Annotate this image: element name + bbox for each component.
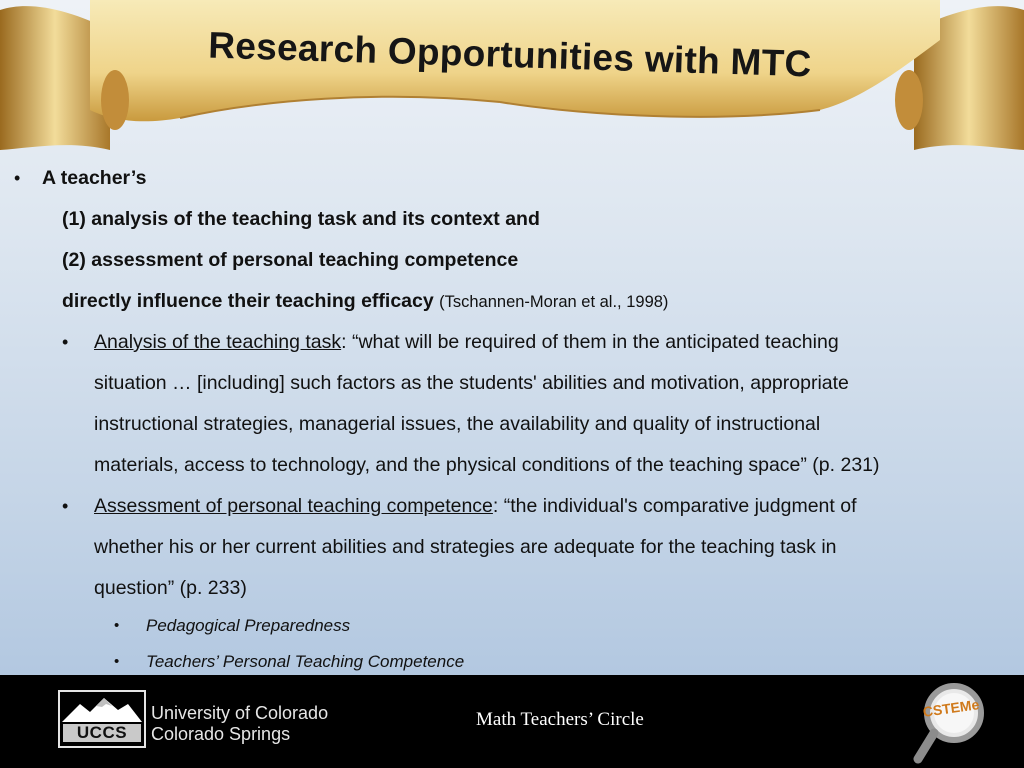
analysis-line-4: materials, access to technology, and the physical conditions of the teaching space” (p. 231) [94, 454, 880, 476]
cstem-logo-text: CSTEMe [921, 696, 981, 720]
uccs-abbr: UCCS [63, 724, 141, 742]
sub-bullet-preparedness: Pedagogical Preparedness [146, 616, 351, 635]
efficacy-text: directly influence their teaching efficacy [62, 290, 434, 312]
bullet-marker: • [62, 496, 69, 516]
analysis-text: : “what will be required of them in the anticipated teaching [341, 331, 839, 353]
main-bullet-text: A teacher’s [42, 167, 147, 189]
assessment-text: : “the individual's comparative judgment of [492, 495, 857, 517]
bullet-marker: • [114, 653, 120, 670]
analysis-line-3: instructional strategies, managerial issues, the availability and quality of instructional [94, 413, 821, 435]
efficacy-line [62, 289, 668, 314]
uccs-logo [58, 690, 146, 748]
bullet-marker: • [114, 617, 120, 634]
analysis-term: Analysis of the teaching task [94, 331, 342, 353]
assessment-line-1 [94, 494, 856, 518]
citation: (Tschannen-Moran et al., 1998) [439, 293, 669, 311]
bullet-marker: • [62, 332, 69, 352]
analysis-line-2: situation … [including] such factors as the students' abilities and motivation, appropriate [94, 372, 849, 394]
sub-item-assessment: (2) assessment of personal teaching competence [62, 249, 519, 271]
slide-title: Research Opportunities with MTC [207, 24, 813, 85]
assessment-line-2: whether his or her current abilities and strategies are adequate for the teaching task in [94, 536, 837, 558]
assessment-term: Assessment of personal teaching competence [94, 495, 493, 517]
analysis-line-1 [94, 330, 839, 354]
sub-bullet-competence: Teachers’ Personal Teaching Competence [146, 652, 465, 671]
sub-item-analysis: (1) analysis of the teaching task and its context and [62, 208, 540, 230]
assessment-line-3: question” (p. 233) [94, 577, 247, 599]
magnifier-icon [910, 679, 990, 765]
mountain-icon [60, 694, 144, 724]
footer-title: Math Teachers’ Circle [476, 709, 644, 730]
university-name [151, 703, 328, 745]
university-line-1: University of Colorado [151, 703, 329, 723]
university-line-2: Colorado Springs [151, 724, 291, 744]
bullet-marker: • [14, 168, 21, 188]
